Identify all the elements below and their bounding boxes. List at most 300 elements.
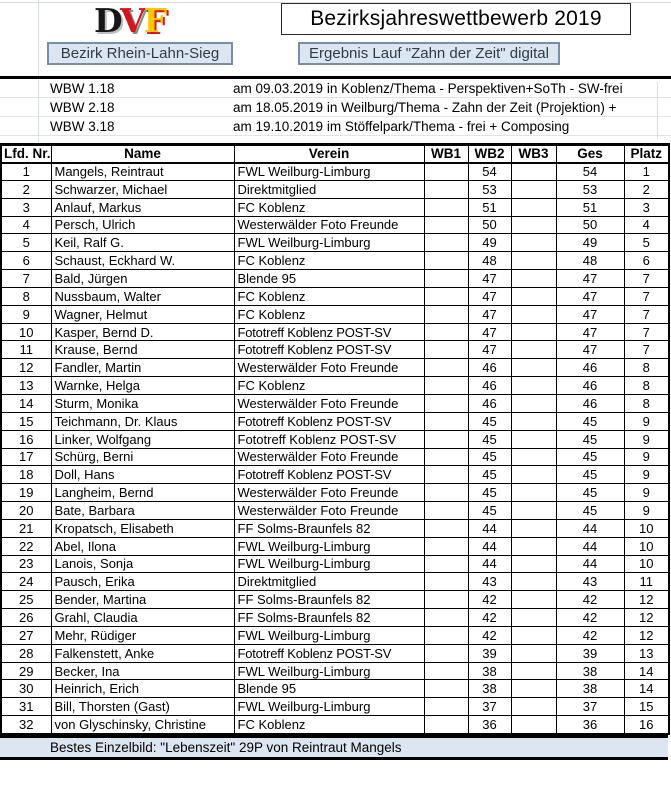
cell-name: Pausch, Erika [51, 573, 234, 591]
table-row [1, 234, 669, 252]
cell-wb1 [424, 502, 468, 520]
cell-wb3 [511, 430, 556, 448]
cell-nr: 23 [1, 555, 51, 573]
cell-ges: 45 [556, 484, 624, 502]
cell-platz: 14 [624, 680, 669, 698]
cell-platz: 10 [624, 537, 669, 555]
cell-platz: 5 [624, 234, 669, 252]
logo-letter-d: D [94, 1, 121, 40]
cell-platz: 16 [624, 716, 669, 734]
cell-wb1 [424, 680, 468, 698]
cell-wb1 [424, 609, 468, 627]
cell-name: Grahl, Claudia [51, 609, 234, 627]
event-label: WBW 1.18 [50, 80, 115, 96]
cell-platz: 3 [624, 198, 669, 216]
table-row [1, 626, 669, 644]
cell-wb2: 45 [468, 412, 511, 430]
cell-platz: 9 [624, 412, 669, 430]
table-row [1, 716, 669, 734]
cell-verein: FWL Weilburg-Limburg [234, 662, 424, 680]
table-row [1, 519, 669, 537]
cell-verein: FF Solms-Braunfels 82 [234, 519, 424, 537]
table-row [1, 323, 669, 341]
table-row [1, 287, 669, 305]
cell-ges: 37 [556, 698, 624, 716]
cell-nr: 21 [1, 519, 51, 537]
cell-wb1 [424, 591, 468, 609]
cell-verein: FC Koblenz [234, 198, 424, 216]
cell-ges: 38 [556, 662, 624, 680]
results-table [0, 143, 670, 735]
table-row [1, 305, 669, 323]
cell-name: Wagner, Helmut [51, 305, 234, 323]
cell-ges: 45 [556, 412, 624, 430]
cell-nr: 4 [1, 216, 51, 234]
table-row [1, 270, 669, 288]
cell-name: Mangels, Reintraut [51, 163, 234, 181]
cell-wb2: 45 [468, 502, 511, 520]
cell-wb1 [424, 198, 468, 216]
cell-platz: 15 [624, 698, 669, 716]
column-header-wb3: WB3 [511, 145, 556, 163]
cell-name: Heinrich, Erich [51, 680, 234, 698]
cell-ges: 43 [556, 573, 624, 591]
cell-verein: FC Koblenz [234, 287, 424, 305]
cell-nr: 18 [1, 466, 51, 484]
cell-ges: 45 [556, 466, 624, 484]
cell-wb1 [424, 662, 468, 680]
cell-ges: 50 [556, 216, 624, 234]
cell-name: Bill, Thorsten (Gast) [51, 698, 234, 716]
cell-wb2: 49 [468, 234, 511, 252]
cell-nr: 9 [1, 305, 51, 323]
cell-nr: 17 [1, 448, 51, 466]
cell-name: Langheim, Bernd [51, 484, 234, 502]
event-row [0, 98, 671, 117]
cell-ges: 42 [556, 626, 624, 644]
cell-wb3 [511, 662, 556, 680]
cell-wb3 [511, 591, 556, 609]
cell-wb1 [424, 626, 468, 644]
cell-wb3 [511, 680, 556, 698]
column-header-verein: Verein [234, 145, 424, 163]
cell-name: Sturm, Monika [51, 394, 234, 412]
cell-wb3 [511, 466, 556, 484]
cell-wb1 [424, 234, 468, 252]
table-header-row [1, 145, 669, 163]
cell-name: Falkenstett, Anke [51, 644, 234, 662]
cell-nr: 10 [1, 323, 51, 341]
cell-wb2: 46 [468, 377, 511, 395]
cell-platz: 4 [624, 216, 669, 234]
cell-wb1 [424, 270, 468, 288]
cell-verein: FF Solms-Braunfels 82 [234, 609, 424, 627]
cell-wb3 [511, 163, 556, 181]
cell-verein: FWL Weilburg-Limburg [234, 163, 424, 181]
table-row [1, 377, 669, 395]
cell-nr: 5 [1, 234, 51, 252]
cell-nr: 14 [1, 394, 51, 412]
cell-wb2: 38 [468, 662, 511, 680]
column-header-nr: Lfd. Nr. [1, 145, 51, 163]
footer-note: Bestes Einzelbild: "Lebenszeit" 29P von Reintraut Mangels [0, 735, 668, 760]
table-row [1, 216, 669, 234]
cell-name: Bate, Barbara [51, 502, 234, 520]
cell-wb3 [511, 448, 556, 466]
cell-wb1 [424, 698, 468, 716]
cell-ges: 51 [556, 198, 624, 216]
cell-nr: 31 [1, 698, 51, 716]
results-table-body [1, 163, 669, 734]
cell-verein: FWL Weilburg-Limburg [234, 234, 424, 252]
cell-ges: 36 [556, 716, 624, 734]
table-row [1, 591, 669, 609]
cell-nr: 26 [1, 609, 51, 627]
cell-nr: 12 [1, 359, 51, 377]
cell-nr: 22 [1, 537, 51, 555]
cell-wb1 [424, 448, 468, 466]
cell-name: Doll, Hans [51, 466, 234, 484]
cell-wb2: 50 [468, 216, 511, 234]
cell-platz: 10 [624, 519, 669, 537]
cell-verein: Fototreff Koblenz POST-SV [234, 412, 424, 430]
table-row [1, 430, 669, 448]
event-description: am 18.05.2019 in Weilburg/Thema - Zahn der Zeit (Projektion) + [233, 99, 617, 115]
cell-wb2: 47 [468, 341, 511, 359]
cell-wb1 [424, 163, 468, 181]
cell-wb2: 45 [468, 484, 511, 502]
cell-ges: 44 [556, 519, 624, 537]
cell-verein: Fototreff Koblenz POST-SV [234, 430, 424, 448]
cell-nr: 19 [1, 484, 51, 502]
cell-wb2: 47 [468, 287, 511, 305]
cell-platz: 8 [624, 394, 669, 412]
cell-wb3 [511, 484, 556, 502]
cell-wb3 [511, 519, 556, 537]
table-row [1, 359, 669, 377]
cell-ges: 45 [556, 502, 624, 520]
cell-verein: Blende 95 [234, 680, 424, 698]
cell-wb1 [424, 519, 468, 537]
cell-name: Persch, Ulrich [51, 216, 234, 234]
cell-platz: 8 [624, 359, 669, 377]
column-header-platz: Platz [624, 145, 669, 163]
cell-verein: FC Koblenz [234, 377, 424, 395]
cell-platz: 1 [624, 163, 669, 181]
cell-ges: 46 [556, 377, 624, 395]
event-description: am 19.10.2019 im Stöffelpark/Thema - frei + Composing [233, 118, 570, 134]
cell-ges: 39 [556, 644, 624, 662]
event-row [0, 79, 671, 98]
cell-wb3 [511, 341, 556, 359]
dvf-logo [94, 1, 166, 40]
cell-platz: 12 [624, 591, 669, 609]
cell-nr: 32 [1, 716, 51, 734]
table-row [1, 502, 669, 520]
cell-wb2: 45 [468, 430, 511, 448]
cell-name: Krause, Bernd [51, 341, 234, 359]
cell-name: Lanois, Sonja [51, 555, 234, 573]
cell-verein: Westerwälder Foto Freunde [234, 216, 424, 234]
cell-name: Kasper, Bernd D. [51, 323, 234, 341]
cell-ges: 47 [556, 287, 624, 305]
cell-wb3 [511, 305, 556, 323]
cell-ges: 42 [556, 591, 624, 609]
table-row [1, 680, 669, 698]
cell-wb3 [511, 644, 556, 662]
cell-ges: 44 [556, 537, 624, 555]
cell-platz: 9 [624, 466, 669, 484]
result-badge: Ergebnis Lauf "Zahn der Zeit" digital [298, 42, 560, 65]
cell-name: Abel, Ilona [51, 537, 234, 555]
cell-platz: 7 [624, 270, 669, 288]
cell-ges: 46 [556, 359, 624, 377]
cell-verein: Direktmitglied [234, 180, 424, 198]
cell-platz: 12 [624, 609, 669, 627]
cell-wb1 [424, 359, 468, 377]
cell-wb1 [424, 484, 468, 502]
cell-wb3 [511, 537, 556, 555]
cell-wb3 [511, 377, 556, 395]
cell-platz: 12 [624, 626, 669, 644]
cell-name: Schürg, Berni [51, 448, 234, 466]
cell-wb1 [424, 305, 468, 323]
cell-wb2: 36 [468, 716, 511, 734]
cell-platz: 2 [624, 180, 669, 198]
event-label: WBW 2.18 [50, 99, 115, 115]
cell-wb3 [511, 609, 556, 627]
cell-wb1 [424, 537, 468, 555]
cell-nr: 8 [1, 287, 51, 305]
cell-wb2: 45 [468, 466, 511, 484]
cell-nr: 27 [1, 626, 51, 644]
page-title: Bezirksjahreswettbewerb 2019 [281, 3, 631, 35]
cell-wb2: 42 [468, 626, 511, 644]
cell-ges: 47 [556, 305, 624, 323]
cell-nr: 13 [1, 377, 51, 395]
header-section [0, 0, 671, 79]
cell-ges: 45 [556, 430, 624, 448]
district-badge: Bezirk Rhein-Lahn-Sieg [47, 42, 233, 65]
cell-verein: Fototreff Koblenz POST-SV [234, 323, 424, 341]
cell-ges: 42 [556, 609, 624, 627]
cell-wb3 [511, 394, 556, 412]
cell-nr: 1 [1, 163, 51, 181]
cell-platz: 7 [624, 341, 669, 359]
cell-wb3 [511, 270, 556, 288]
cell-platz: 10 [624, 555, 669, 573]
cell-ges: 46 [556, 394, 624, 412]
cell-platz: 9 [624, 502, 669, 520]
cell-wb1 [424, 466, 468, 484]
cell-wb3 [511, 716, 556, 734]
cell-wb1 [424, 252, 468, 270]
cell-platz: 11 [624, 573, 669, 591]
cell-wb2: 45 [468, 448, 511, 466]
cell-verein: Direktmitglied [234, 573, 424, 591]
cell-name: Mehr, Rüdiger [51, 626, 234, 644]
cell-name: Linker, Wolfgang [51, 430, 234, 448]
table-row [1, 573, 669, 591]
cell-wb3 [511, 502, 556, 520]
cell-wb3 [511, 252, 556, 270]
cell-ges: 47 [556, 270, 624, 288]
table-row [1, 163, 669, 181]
cell-name: Schaust, Eckhard W. [51, 252, 234, 270]
cell-name: Nussbaum, Walter [51, 287, 234, 305]
cell-ges: 45 [556, 448, 624, 466]
cell-wb2: 44 [468, 537, 511, 555]
cell-ges: 47 [556, 323, 624, 341]
cell-nr: 16 [1, 430, 51, 448]
cell-wb1 [424, 573, 468, 591]
cell-nr: 30 [1, 680, 51, 698]
cell-wb2: 37 [468, 698, 511, 716]
cell-verein: Westerwälder Foto Freunde [234, 484, 424, 502]
cell-nr: 24 [1, 573, 51, 591]
cell-verein: FWL Weilburg-Limburg [234, 555, 424, 573]
cell-wb2: 46 [468, 394, 511, 412]
cell-platz: 8 [624, 377, 669, 395]
table-row [1, 448, 669, 466]
cell-platz: 14 [624, 662, 669, 680]
cell-verein: Fototreff Koblenz POST-SV [234, 341, 424, 359]
cell-wb3 [511, 198, 556, 216]
cell-wb2: 53 [468, 180, 511, 198]
cell-ges: 49 [556, 234, 624, 252]
cell-verein: FF Solms-Braunfels 82 [234, 591, 424, 609]
cell-platz: 7 [624, 287, 669, 305]
cell-wb3 [511, 234, 556, 252]
cell-ges: 48 [556, 252, 624, 270]
cell-wb2: 47 [468, 323, 511, 341]
cell-wb2: 39 [468, 644, 511, 662]
cell-verein: Westerwälder Foto Freunde [234, 448, 424, 466]
cell-nr: 3 [1, 198, 51, 216]
table-row [1, 698, 669, 716]
cell-wb3 [511, 412, 556, 430]
cell-name: Becker, Ina [51, 662, 234, 680]
cell-verein: FWL Weilburg-Limburg [234, 698, 424, 716]
cell-wb3 [511, 359, 556, 377]
table-row [1, 466, 669, 484]
cell-wb2: 48 [468, 252, 511, 270]
cell-wb2: 38 [468, 680, 511, 698]
cell-wb3 [511, 287, 556, 305]
column-header-name: Name [51, 145, 234, 163]
cell-platz: 9 [624, 484, 669, 502]
cell-wb2: 46 [468, 359, 511, 377]
cell-wb1 [424, 394, 468, 412]
table-row [1, 394, 669, 412]
cell-wb2: 42 [468, 591, 511, 609]
cell-wb2: 43 [468, 573, 511, 591]
event-row [0, 117, 671, 136]
cell-ges: 47 [556, 341, 624, 359]
cell-wb1 [424, 377, 468, 395]
cell-name: Anlauf, Markus [51, 198, 234, 216]
cell-verein: FC Koblenz [234, 716, 424, 734]
cell-wb1 [424, 216, 468, 234]
table-row [1, 252, 669, 270]
cell-wb1 [424, 644, 468, 662]
cell-wb2: 54 [468, 163, 511, 181]
cell-wb2: 42 [468, 609, 511, 627]
cell-nr: 7 [1, 270, 51, 288]
cell-verein: Blende 95 [234, 270, 424, 288]
table-row [1, 662, 669, 680]
cell-verein: Westerwälder Foto Freunde [234, 394, 424, 412]
cell-ges: 44 [556, 555, 624, 573]
cell-ges: 54 [556, 163, 624, 181]
cell-verein: Fototreff Koblenz POST-SV [234, 466, 424, 484]
cell-name: Kropatsch, Elisabeth [51, 519, 234, 537]
cell-wb3 [511, 626, 556, 644]
cell-verein: FC Koblenz [234, 252, 424, 270]
cell-verein: Fototreff Koblenz POST-SV [234, 644, 424, 662]
column-header-wb1: WB1 [424, 145, 468, 163]
cell-wb1 [424, 412, 468, 430]
cell-ges: 38 [556, 680, 624, 698]
cell-wb3 [511, 216, 556, 234]
cell-name: von Glyschinsky, Christine [51, 716, 234, 734]
cell-ges: 53 [556, 180, 624, 198]
table-row [1, 537, 669, 555]
cell-verein: Westerwälder Foto Freunde [234, 359, 424, 377]
cell-nr: 2 [1, 180, 51, 198]
cell-wb2: 44 [468, 555, 511, 573]
cell-wb1 [424, 180, 468, 198]
cell-name: Fandler, Martin [51, 359, 234, 377]
cell-verein: FWL Weilburg-Limburg [234, 537, 424, 555]
cell-wb1 [424, 341, 468, 359]
cell-platz: 6 [624, 252, 669, 270]
cell-wb2: 44 [468, 519, 511, 537]
cell-platz: 7 [624, 323, 669, 341]
cell-nr: 20 [1, 502, 51, 520]
logo-letter-v: V [120, 1, 144, 40]
column-header-wb2: WB2 [468, 145, 511, 163]
cell-wb3 [511, 573, 556, 591]
table-row [1, 412, 669, 430]
cell-name: Bender, Martina [51, 591, 234, 609]
cell-verein: Westerwälder Foto Freunde [234, 502, 424, 520]
cell-nr: 15 [1, 412, 51, 430]
cell-nr: 25 [1, 591, 51, 609]
table-row [1, 609, 669, 627]
events-section [0, 79, 671, 143]
cell-verein: FC Koblenz [234, 305, 424, 323]
logo-letter-f: F [143, 1, 166, 40]
cell-nr: 29 [1, 662, 51, 680]
cell-wb1 [424, 287, 468, 305]
cell-wb3 [511, 555, 556, 573]
cell-wb2: 47 [468, 305, 511, 323]
cell-name: Schwarzer, Michael [51, 180, 234, 198]
cell-wb3 [511, 323, 556, 341]
table-row [1, 484, 669, 502]
cell-platz: 7 [624, 305, 669, 323]
cell-wb3 [511, 180, 556, 198]
cell-name: Bald, Jürgen [51, 270, 234, 288]
table-row [1, 555, 669, 573]
table-row [1, 341, 669, 359]
cell-nr: 6 [1, 252, 51, 270]
cell-platz: 13 [624, 644, 669, 662]
cell-verein: FWL Weilburg-Limburg [234, 626, 424, 644]
cell-name: Teichmann, Dr. Klaus [51, 412, 234, 430]
cell-wb1 [424, 323, 468, 341]
